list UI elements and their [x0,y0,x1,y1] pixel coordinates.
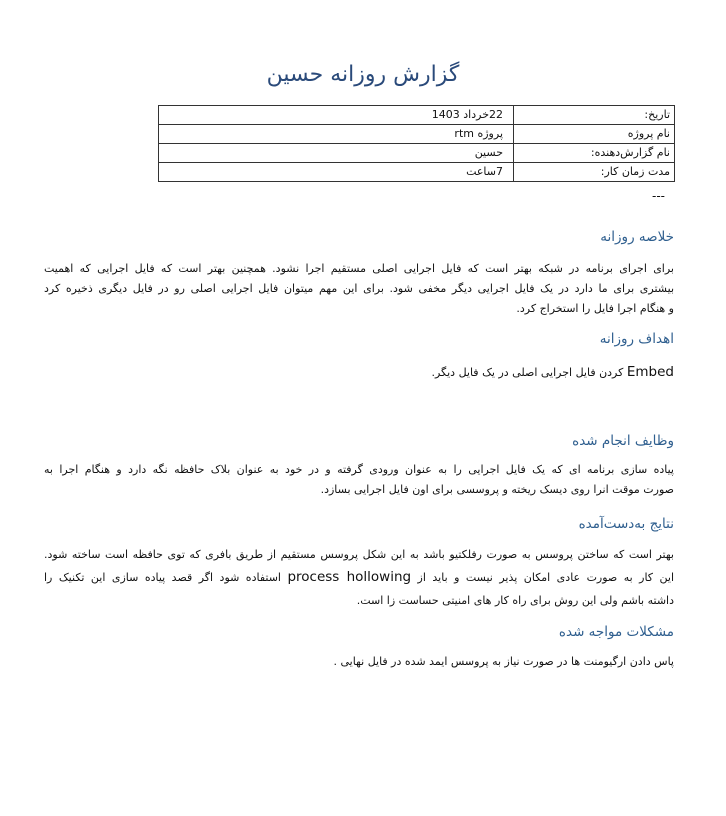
paragraph-line: داشته باشم ولی این روش برای راه کار های امنیتی حساست زا است. [356,594,674,607]
meta-label: مدت زمان کار: [514,163,675,182]
paragraph-line: پیاده سازی برنامه ای که یک فایل اجرایی را به عنوان ورودی گرفته و در خود به عنوان بلاک حافظه نگه دارد و هنگام اجرا به [44,463,674,476]
paragraph-line: بهتر است که ساختن پروسس به صورت رفلکتیو باشد به این شکل پروسس مستقیم از طریق بافری که توی حافظه است ساخته شود. [44,548,674,561]
results-text-after: استفاده شود اگر قصد پیاده سازی این تکنیک را [44,571,288,584]
section-heading-results: نتایج به‌دست‌آمده [578,516,674,532]
term-embed: Embed [626,364,674,380]
meta-row-project [159,125,675,144]
term-process-hollowing: process hollowing [287,569,412,585]
section-heading-tasks: وظایف انجام شده [572,433,674,449]
meta-row-date [159,106,675,125]
problems-paragraph [44,652,674,672]
report-meta-table [158,105,675,182]
results-text-before: این کار به صورت عادی امکان پذیر نیست و باید از [411,571,675,584]
meta-row-reporter [159,144,675,163]
meta-value: 7ساعت [159,163,514,182]
paragraph-line [44,362,674,383]
section-heading-summary: خلاصه روزانه [600,229,674,245]
meta-label: نام پروژه [514,125,675,144]
summary-paragraph [44,259,674,319]
meta-label: نام گزارش‌دهنده: [514,144,675,163]
paragraph-line [44,566,674,589]
section-heading-problems: مشکلات مواجه شده [558,624,674,640]
section-heading-goals: اهداف روزانه [599,331,674,347]
paragraph-line: برای اجرای برنامه در شبکه بهتر است که فایل اجرایی اصلی مستقیم اجرا نشود. همچنین بهتر است که فایل اجرایی که اهمیت [44,262,674,275]
page-title: گزارش روزانه حسین [266,62,460,87]
paragraph-line: صورت موقت انرا روی دیسک ریخته و پروسسی برای اون فایل اجرایی بسازد. [320,483,674,496]
goals-text: کردن فایل اجرایی اصلی در یک فایل دیگر. [431,366,627,379]
meta-value: 22خرداد 1403 [159,106,514,125]
meta-row-duration [159,163,675,182]
meta-label: تاریخ: [514,106,675,125]
meta-value: حسین [159,144,514,163]
separator: --- [652,189,665,203]
tasks-paragraph [44,460,674,500]
meta-value: پروژه rtm [159,125,514,144]
goals-paragraph [44,362,674,383]
paragraph-line: بیشتری برای ما دارد در یک فایل اجرایی دیگر مخفی شود. برای این مهم میتوان فایل اجرایی اصلی رو در فایل دیگری ذخیره کرد [44,282,674,295]
results-paragraph [44,543,674,612]
paragraph-line: پاس دادن ارگیومنت ها در صورت نیاز به پروسس ایمد شده در فایل نهایی . [333,655,674,668]
paragraph-line: و هنگام اجرا فایل را استخراج کرد. [516,302,674,315]
